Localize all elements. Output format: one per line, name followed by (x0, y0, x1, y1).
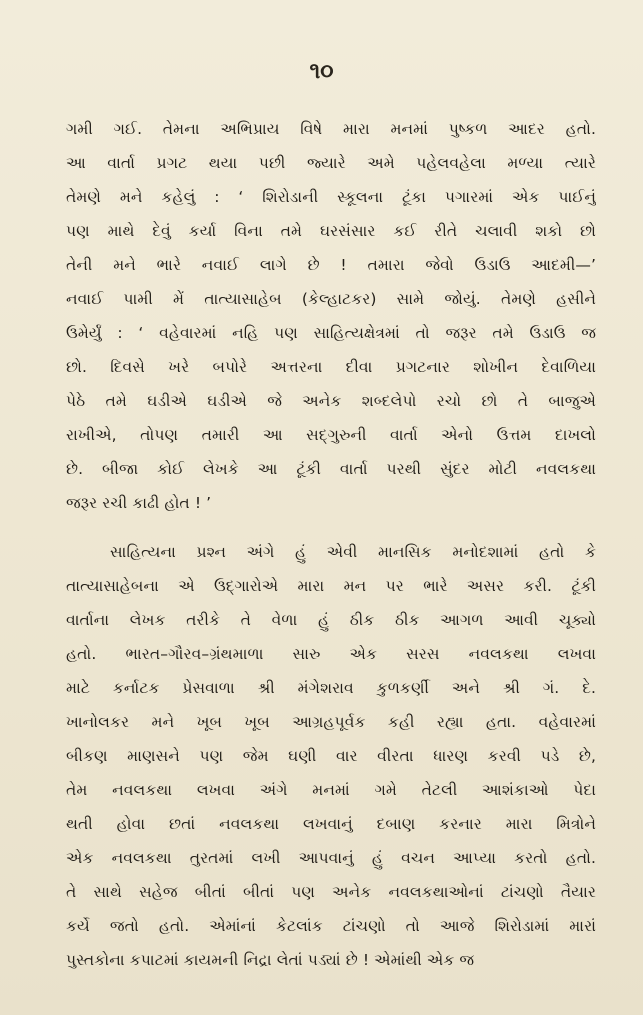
text-line: રાખીએ, તોપણ તમારી આ સદ્‌ગુરુની વાર્તા એનો ઉત્તમ દાખલો (66, 426, 596, 444)
text-line: બીકણ માણસને પણ જેમ ઘણી વાર વીરતા ધારણ કરવી પડે છે, (66, 747, 596, 765)
paragraph-2 (66, 535, 596, 977)
text-line: પેઠે તમે ઘડીએ ઘડીએ જે અનેક શબ્દલેપો રચો છો તે બાજુએ (66, 392, 596, 410)
text-line: હતો. ભારત–ગૌરવ–ગ્રંથમાળા સારુ એક સરસ નવલકથા લખવા (66, 645, 596, 663)
text-line: પણ માથે દેવું કર્યા વિના તમે ઘરસંસાર કઈ રીતે ચલાવી શકો છો (66, 222, 596, 240)
text-line: માટે કર્નાટક પ્રેસવાળા શ્રી મંગેશરાવ કુળકર્ણી અને શ્રી ગં. દે. (66, 679, 596, 697)
text-line: સાહિત્યના પ્રશ્ન અંગે હું એવી માનસિક મનોદશામાં હતો કે (110, 543, 596, 561)
page-number: ૧૦ (309, 58, 334, 84)
text-line: છો. દિવસે ખરે બપોરે અત્તરના દીવા પ્રગટનાર શોખીન દેવાળિયા (66, 358, 596, 376)
text-line: ગમી ગઈ. તેમના અભિપ્રાય વિષે મારા મનમાં પુષ્કળ આદર હતો. (66, 120, 596, 138)
text-line: કર્યે જતો હતો. એમાંનાં કેટલાંક ટાંચણો તો આજે શિરોડામાં મારાં (66, 917, 596, 935)
text-line: ઉમેર્યું : ‘ વહેવારમાં નહિ પણ સાહિત્યક્ષેત્રમાં તો જરૂર તમે ઉડાઉ જ (66, 324, 596, 342)
text-line: ખાનોલકર મને ખૂબ ખૂબ આગ્રહપૂર્વક કહી રહ્યા હતા. વહેવારમાં (66, 713, 596, 731)
text-line: તેમ નવલકથા લખવા અંગે મનમાં ગમે તેટલી આશંકાઓ પેદા (66, 781, 596, 799)
text-line: એક નવલકથા તુરતમાં લખી આપવાનું હું વચન આપ્યા કરતો હતો. (66, 849, 596, 867)
text-line: વાર્તાના લેખક તરીકે તે વેળા હું ઠીક ઠીક આગળ આવી ચૂક્યો (66, 611, 596, 629)
text-line: પુસ્તકોના કપાટમાં કાયમની નિદ્રા લેતાં પડ્યાં છે ! એમાંથી એક જ (66, 951, 475, 969)
text-line: તે સાથે સહેજ બીતાં બીતાં પણ અનેક નવલકથાઓનાં ટાંચણો તૈયાર (66, 883, 596, 901)
text-line: તાત્યાસાહેબના એ ઉદ્‌ગારોએ મારા મન પર ભારે અસર કરી. ટૂંકી (66, 577, 596, 595)
text-line: તેની મને ભારે નવાઈ લાગે છે ! તમારા જેવો ઉડાઉ આદમી—’ (66, 256, 596, 274)
text-line: છે. બીજા કોઈ લેખકે આ ટૂંકી વાર્તા પરથી સુંદર મોટી નવલકથા (66, 460, 596, 478)
text-line: તેમણે મને કહેલું : ‘ શિરોડાની સ્કૂલના ટૂંકા પગારમાં એક પાઈનું (66, 188, 596, 206)
text-line: નવાઈ પામી મેં તાત્યાસાહેબ (કેલ્હાટકર) સામે જોયું. તેમણે હસીને (66, 290, 596, 308)
paragraph-1 (66, 112, 596, 520)
text-line: આ વાર્તા પ્રગટ થયા પછી જ્યારે અમે પહેલવહેલા મળ્યા ત્યારે (66, 154, 596, 172)
text-line: જરૂર રચી કાઢી હોત ! ’ (66, 494, 212, 512)
text-line: થતી હોવા છતાં નવલકથા લખવાનું દબાણ કરનાર મારા મિત્રોને (66, 815, 596, 833)
